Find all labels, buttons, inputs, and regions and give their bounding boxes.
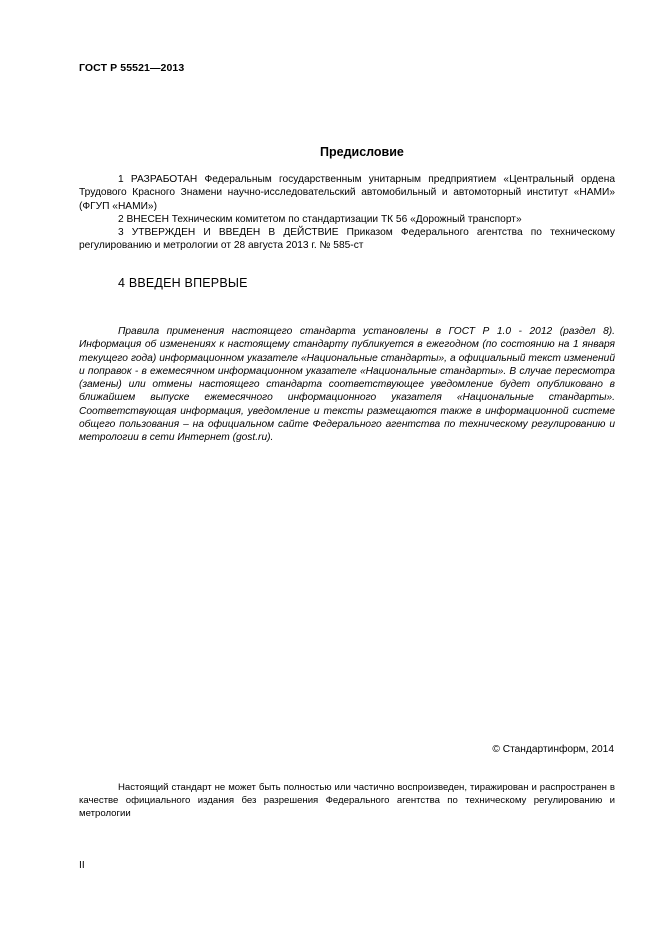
foreword-item-3: 3 УТВЕРЖДЕН И ВВЕДЕН В ДЕЙСТВИЕ Приказом Федерального агентства по техническому регулированию и метрологии от 28 августа 2013 г. № 585-ст [79,227,615,252]
standard-code-header: ГОСТ Р 55521—2013 [79,62,185,74]
copyright-line: © Стандартинформ, 2014 [492,744,614,755]
rules-paragraph: Правила применения настоящего стандарта установлены в ГОСТ Р 1.0 - 2012 (раздел 8). Информация об изменениях к настоящему стандарту публикуется в ежегодном (по состоянию на 1 января текущего года) информационном указателе «Национальные стандарты», а официальный текст изменений и поправок - в ежемесячном информационном указателе «Национальные стандарты». В случае пересмотра (замены) или отмены настоящего стандарта соответствующее уведомление будет опубликовано в ближайшем выпуске ежемесячного информационного указателя «Национальные стандарты». Соответствующая информация, уведомление и тексты размещаются также в информационной системе общего пользования – на официальном сайте Федерального агентства по техническому регулированию и метрологии в сети Интернет (gost.ru). [79,326,615,444]
foreword-item-1: 1 РАЗРАБОТАН Федеральным государственным унитарным предприятием «Центральный ордена Трудового Красного Знамени научно-исследовательский автомобильный и автомоторный институт «НАМИ» (ФГУП «НАМИ») [79,174,615,212]
foreword-item-2: 2 ВНЕСЕН Техническим комитетом по стандартизации ТК 56 «Дорожный транспорт» [118,213,522,225]
reproduction-notice: Настоящий стандарт не может быть полностью или частично воспроизведен, тиражирован и распространен в качестве официального издания без разрешения Федерального агентства по техническому регулированию и метрологии [79,782,615,819]
foreword-items [79,173,615,253]
page-number: II [79,860,85,871]
foreword-title: Предисловие [320,145,404,159]
foreword-item-4: 4 ВВЕДЕН ВПЕРВЫЕ [118,276,248,290]
